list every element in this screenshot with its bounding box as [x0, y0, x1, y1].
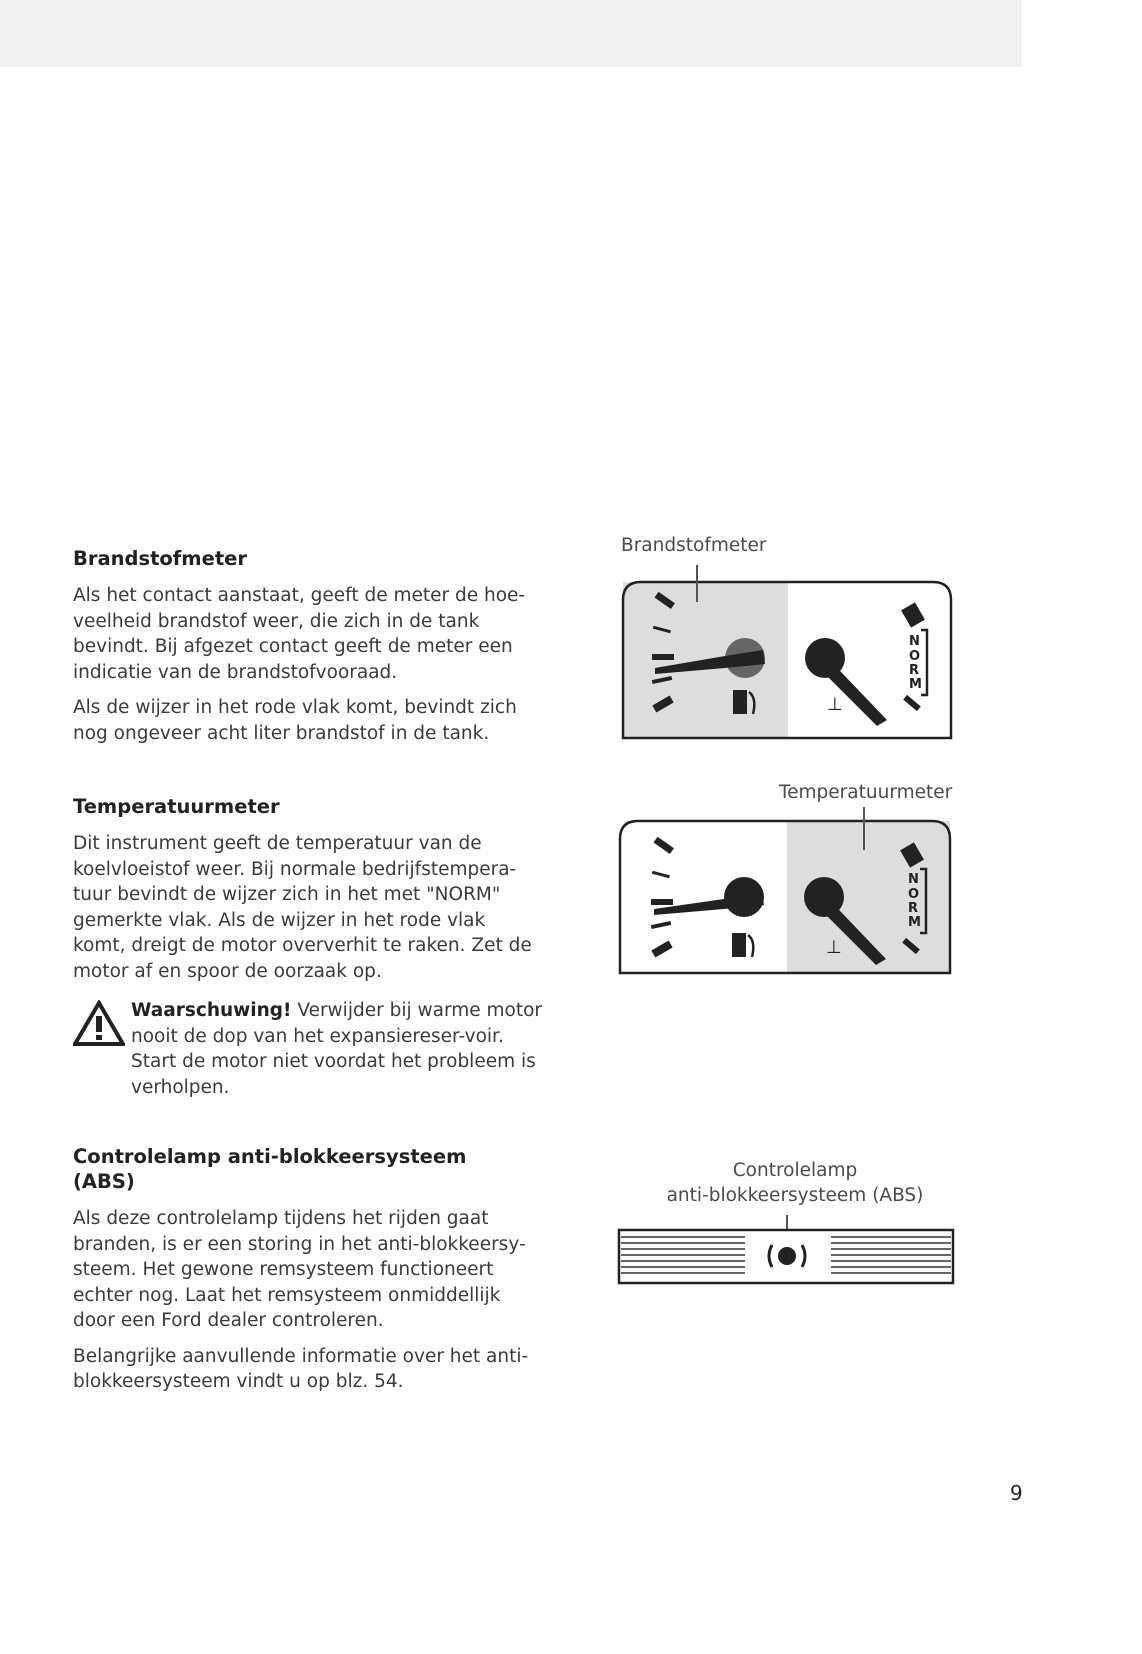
section-temperatuurmeter: [73, 794, 543, 1110]
warning-text: Verwijder bij warme motor nooit de dop van het expansiereser-voir. Start de motor niet voordat het probleem is verholpen.: [131, 1000, 543, 1098]
svg-text:N: N: [909, 634, 920, 649]
svg-text:R: R: [908, 901, 919, 916]
paragraph: Als het contact aanstaat, geeft de meter de hoe-veelheid brandstof weer, die zich in de tank bevindt. Bij afgezet contact geeft de meter een indicatie van de brandstofvooraad.: [73, 585, 526, 683]
norm-label: [909, 634, 922, 692]
caption-line: Controlelamp: [732, 1160, 858, 1181]
warning-block: [73, 998, 543, 1100]
section-brandstofmeter: [73, 546, 543, 756]
svg-text:O: O: [908, 887, 920, 902]
section-abs: [73, 1144, 543, 1405]
heading-brandstofmeter: Brandstofmeter: [73, 547, 247, 570]
paragraph: Als deze controlelamp tijdens het rijden gaat branden, is er een storing in het anti-blokkeersy-steem. Het gewone remsysteem functioneert echter nog. Laat het remsysteem onmiddellijk door een Ford dealer controleren.: [73, 1208, 526, 1331]
abs-lamp-figure: [617, 1215, 957, 1287]
heading-temperatuurmeter: Temperatuurmeter: [73, 795, 280, 818]
svg-text:M: M: [909, 677, 922, 692]
temperature-gauge-figure: [614, 805, 959, 980]
warning-label: Waarschuwing!: [131, 1000, 292, 1021]
paragraph: Belangrijke aanvullende informatie over het anti-blokkeersysteem vindt u op blz. 54.: [73, 1345, 529, 1392]
caption-line: anti-blokkeersysteem (ABS): [666, 1185, 924, 1206]
caption-abs: [620, 1158, 970, 1208]
header-band: [0, 0, 1022, 67]
paragraph: Als de wijzer in het rode vlak komt, bevindt zich nog ongeveer acht liter brandstof in de tank.: [73, 697, 517, 744]
caption-brandstofmeter: Brandstofmeter: [621, 535, 767, 556]
warning-triangle-icon: [73, 1000, 125, 1046]
svg-text:M: M: [908, 915, 921, 930]
svg-text:N: N: [908, 872, 919, 887]
page-number: 9: [1010, 1481, 1023, 1505]
paragraph: Dit instrument geeft de temperatuur van de koelvloeistof weer. Bij normale bedrijfstempera-tuur bevindt de wijzer zich in het met "NORM" gemerkte vlak. Als de wijzer in het rode vlak komt, dreigt de motor oververhit te raken. Zet de motor af en spoor de oorzaak op.: [73, 833, 532, 982]
caption-temperatuurmeter: Temperatuurmeter: [779, 782, 953, 803]
svg-text:⊥: ⊥: [826, 937, 842, 958]
fuel-gauge-figure: [615, 560, 960, 745]
svg-text:O: O: [909, 649, 921, 664]
heading-abs: Controlelamp anti-blokkeersysteem (ABS): [73, 1145, 467, 1193]
svg-text:R: R: [909, 663, 920, 678]
thermometer-icon: ⊥: [827, 694, 843, 715]
